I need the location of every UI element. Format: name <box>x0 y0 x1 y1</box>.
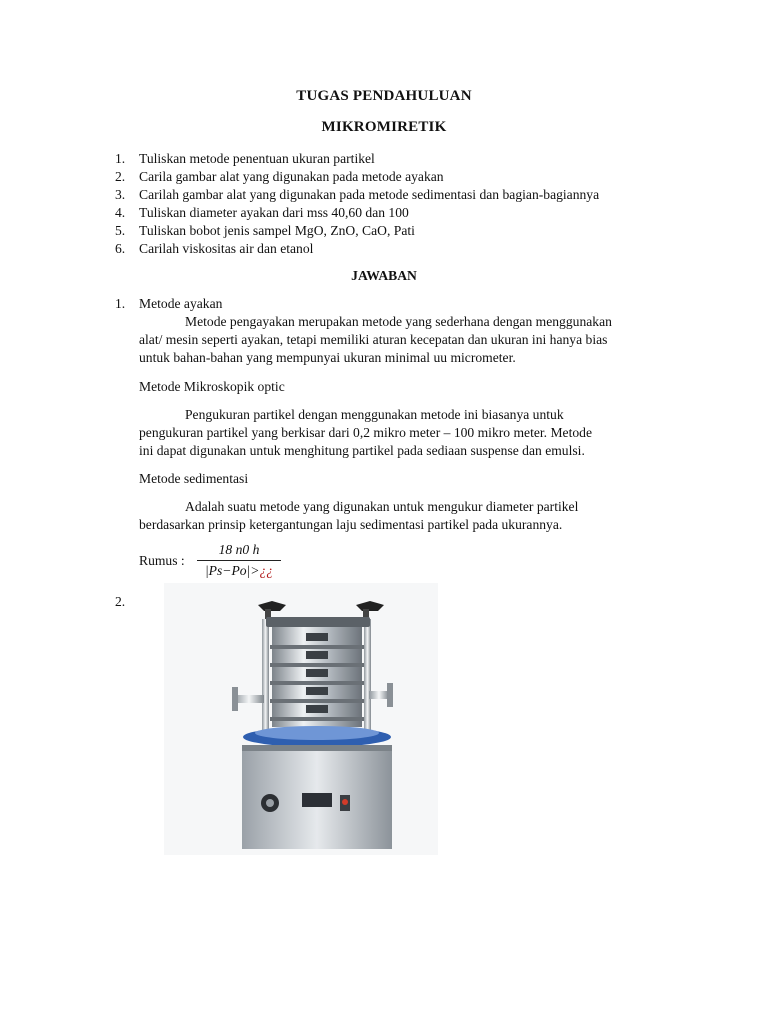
question-text: Tuliskan metode penentuan ukuran partikel <box>139 151 375 166</box>
question-number: 4. <box>115 205 126 220</box>
question-list <box>115 150 715 258</box>
paragraph-line: pengukuran partikel yang berkisar dari 0,2 mikro meter – 100 mikro meter. Metode <box>139 425 592 440</box>
question-text: Tuliskan bobot jenis sampel MgO, ZnO, CaO, Pati <box>139 223 415 238</box>
question-text: Carila gambar alat yang digunakan pada metode ayakan <box>139 169 444 184</box>
paragraph-line: ini dapat digunakan untuk menghitung partikel pada sediaan suspense dan emulsi. <box>139 443 585 458</box>
question-item <box>115 186 715 204</box>
question-text: Carilah gambar alat yang digunakan pada metode sedimentasi dan bagian-bagiannya <box>139 187 600 202</box>
paragraph-line: alat/ mesin seperti ayakan, tetapi memiliki aturan kecepatan dan ukuran ini hanya bias <box>139 332 608 347</box>
method-mikroskopik-title: Metode Mikroskopik optic <box>139 379 285 394</box>
paragraph-line: berdasarkan prinsip ketergantungan laju sedimentasi partikel pada ukurannya. <box>139 517 563 532</box>
document-title: TUGAS PENDAHULUAN <box>296 88 472 104</box>
method-ayakan-title: Metode ayakan <box>139 296 223 311</box>
question-number: 5. <box>115 223 126 238</box>
formula-denominator-error: ¿¿ <box>259 563 274 578</box>
question-number: 3. <box>115 187 126 202</box>
formula-denominator <box>197 562 281 580</box>
fraction-bar <box>197 560 281 561</box>
question-item <box>115 150 715 168</box>
question-item <box>115 240 715 258</box>
paragraph-line: Adalah suatu metode yang digunakan untuk mengukur diameter partikel <box>185 499 579 514</box>
question-item <box>115 222 715 240</box>
formula-denominator-main: |Ps−Po|> <box>204 563 260 578</box>
question-item <box>115 204 715 222</box>
question-text: Tuliskan diameter ayakan dari mss 40,60 dan 100 <box>139 205 409 220</box>
document-subtitle: MIKROMIRETIK <box>321 119 447 135</box>
question-number: 6. <box>115 241 126 256</box>
answer-number: 1. <box>115 296 126 311</box>
answers-heading: JAWABAN <box>351 268 417 283</box>
sieve-shaker-photo <box>164 583 438 855</box>
paragraph-line: Metode pengayakan merupakan metode yang sederhana dengan menggunakan <box>185 314 612 329</box>
paragraph-line: untuk bahan-bahan yang mempunyai ukuran minimal uu micrometer. <box>139 350 516 365</box>
method-sedimentasi-title: Metode sedimentasi <box>139 471 249 486</box>
formula-fraction <box>197 541 281 580</box>
formula-numerator: 18 n0 h <box>218 542 260 557</box>
question-number: 2. <box>115 169 126 184</box>
question-item <box>115 168 715 186</box>
question-text: Carilah viskositas air dan etanol <box>139 241 314 256</box>
sieve-shaker-image <box>164 583 438 855</box>
paragraph-line: Pengukuran partikel dengan menggunakan metode ini biasanya untuk <box>185 407 564 422</box>
answer-number: 2. <box>115 594 126 609</box>
question-number: 1. <box>115 151 126 166</box>
formula-label: Rumus : <box>139 553 185 568</box>
